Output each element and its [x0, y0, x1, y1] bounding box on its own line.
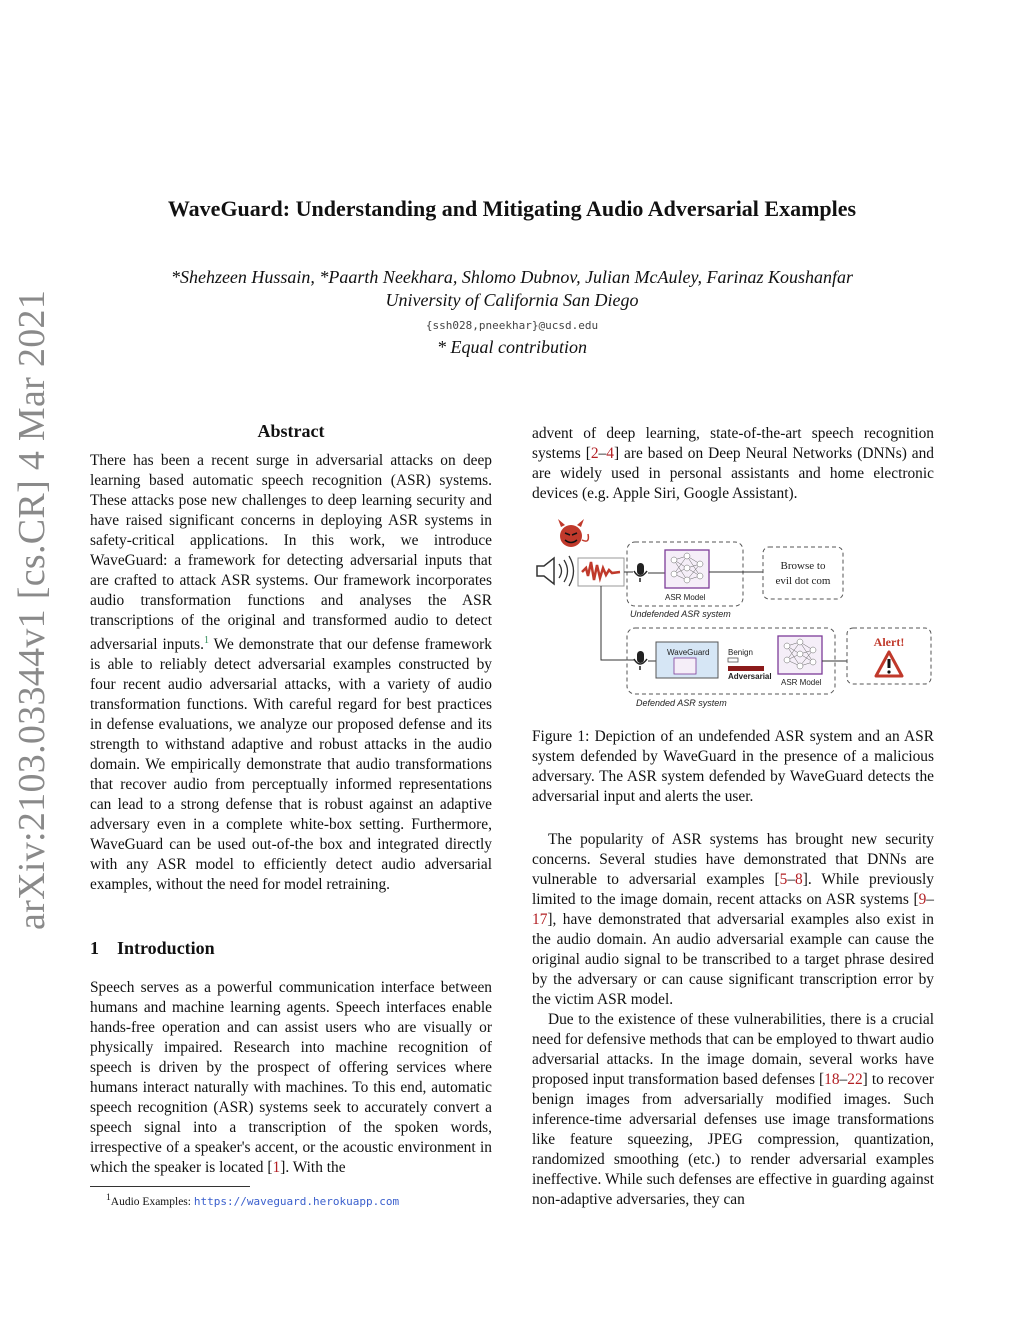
footnote-mark: 1 — [106, 1192, 111, 1203]
waveguard-label: WaveGuard — [667, 648, 710, 657]
footnote — [106, 1192, 399, 1208]
citation-link[interactable]: 4 — [606, 445, 614, 462]
affiliation: University of California San Diego — [385, 290, 639, 310]
text: Due to the existence of these vulnerabilities, there is a crucial need for defensive methods that can be employed to thwart audio adversarial attacks. In the image domain, several works have proposed input transformation based defenses [ — [532, 1011, 934, 1088]
body-paragraph — [532, 1010, 934, 1210]
section-number: 1 — [90, 938, 99, 958]
section-heading-introduction — [90, 938, 215, 959]
figure-1-caption: Figure 1: Depiction of an undefended ASR system and an ASR system defended by WaveGuard in the presence of a malicious adversary. The ASR system defended by WaveGuard detects the adversarial input and alerts the user. — [532, 728, 934, 805]
footnote-divider — [90, 1186, 250, 1187]
speaker-icon — [537, 556, 574, 586]
citation-link[interactable]: 2 — [590, 445, 599, 462]
adversarial-bar — [728, 666, 764, 671]
citation-link[interactable]: 17 — [532, 911, 548, 928]
abstract-heading: Abstract — [257, 421, 325, 441]
figure-1-diagram — [530, 518, 940, 714]
text: – — [839, 1071, 848, 1088]
undefended-label: Undefended ASR system — [630, 609, 731, 619]
intro-paragraph-1 — [90, 978, 492, 1178]
citation-link[interactable]: 5 — [779, 871, 788, 888]
body-paragraph — [532, 830, 934, 1010]
author-block — [0, 266, 1024, 312]
author-list: *Shehzeen Hussain, *Paarth Neekhara, Shlomo Dubnov, Julian McAuley, Farinaz Koushanfar — [170, 267, 854, 287]
intro-text-end: ]. With the — [280, 1159, 346, 1176]
text: ], have demonstrated that adversarial examples also exist in the audio domain. An audio adversarial example can cause the original audio signal to be transcribed to a target phrase desired by the adversary or can cause significant transcription error by the victim ASR model. — [532, 911, 934, 1008]
text: ] to recover benign images from adversarially modified images. Such inference-time adversarial defenses use image transformations like feature squeezing, JPEG compression, quantization, randomized smoothing (etc.) to render adversarial examples ineffective. While such defenses are effective in guarding against non-adaptive adversaries, they can — [532, 1071, 934, 1208]
browse-line-1: Browse to — [780, 560, 826, 572]
text: advent of deep learning, state-of-the-art speech recognition systems [ — [532, 425, 934, 462]
text: ]. While previously limited to the image domain, recent attacks on ASR systems [ — [532, 871, 934, 908]
footnote-ref-1[interactable]: 1 — [203, 635, 209, 646]
citation-link[interactable]: 9 — [918, 891, 927, 908]
citation-link[interactable]: 8 — [795, 871, 803, 888]
microphone-icon — [634, 651, 647, 670]
right-body — [532, 830, 934, 1210]
benign-label: Benign — [728, 648, 753, 657]
browse-output-box — [763, 547, 843, 599]
arxiv-identifier: arXiv:2103.03344v1 [cs.CR] 4 Mar 2021 — [11, 289, 53, 930]
abstract-text-2: We demonstrate that our defense framework is able to reliably detect adversarial examples constructed by four recent audio adversarial attacks, with a variety of audio transformation functions. With careful regard for best practices in defense evaluations, we analyze our proposed defense and its strength to withstand adaptive and robust attacks in the audio domain. We empirically demonstrate that audio transformations that recover audio from perceptually informed representations can lead to a strong defense that is robust against an adaptive adversary even in a complete white-box setting. Furthermore, WaveGuard can be used out-of-the box and integrated directly with any ASR model to efficiently detect audio adversarial examples, without the need for model retraining. — [90, 636, 492, 894]
warning-triangle-icon — [876, 652, 902, 676]
citation-link[interactable]: 1 — [272, 1159, 281, 1176]
browse-line-2: evil dot com — [775, 575, 831, 587]
intro-continued — [532, 424, 934, 504]
text: The popularity of ASR systems has brought new security concerns. Several studies have demonstrated that DNNs are vulnerable to adversarial examples [ — [532, 831, 934, 888]
abstract-body — [90, 451, 492, 895]
text: – — [926, 891, 934, 908]
asr-model-label: ASR Model — [665, 593, 706, 602]
intro-text: Speech serves as a powerful communication interface between humans and machine learning agents. Speech interfaces enable hands-free operation and can assist users who are visually or physically impaired. Research into machine recognition of speech is driven by the prospect of offering services where humans interact naturally with machines. To this end, automatic speech recognition (ASR) systems seek to accurately convert a speech signal into a transcription of the spoken words, irrespective of a speaker's accent, or the acoustic environment in which the speaker is located [ — [90, 979, 492, 1176]
section-title: Introduction — [117, 938, 215, 958]
footnote-url-link[interactable]: https://waveguard.herokuapp.com — [193, 1194, 400, 1208]
adversarial-waveform-icon — [578, 558, 624, 586]
paper-title: WaveGuard: Understanding and Mitigating Audio Adversarial Examples — [167, 196, 857, 221]
equal-contribution-note: * Equal contribution — [437, 337, 587, 357]
defended-label: Defended ASR system — [636, 698, 727, 708]
abstract-text-1: There has been a recent surge in adversarial attacks on deep learning based automatic speech recognition (ASR) systems. These attacks pose new challenges to deep learning security and have raised significant concerns in deploying ASR systems in safety-critical applications. In this work, we introduce WaveGuard: a framework for detecting adversarial inputs that are crafted to attack ASR systems. Our framework incorporates audio transformation functions and analyses the ASR transcriptions of the original and transformed audio to detect adversarial inputs. — [90, 452, 492, 654]
citation-link[interactable]: 22 — [847, 1071, 863, 1088]
devil-icon — [558, 519, 588, 547]
microphone-icon — [634, 563, 647, 582]
citation-link[interactable]: 18 — [824, 1071, 840, 1088]
text: ] are based on Deep Neural Networks (DNNs) and are widely used in personal assistants and home electronic devices (e.g. Apple Siri, Google Assistant). — [532, 445, 935, 502]
author-email[interactable]: {ssh028,pneekhar}@ucsd.edu — [425, 319, 599, 332]
text: – — [598, 445, 607, 462]
waveguard-network-icon — [674, 658, 696, 674]
adversarial-label: Adversarial — [728, 672, 772, 681]
alert-label: Alert! — [873, 635, 905, 649]
text: – — [787, 871, 796, 888]
figure-1 — [530, 518, 940, 714]
benign-bar — [728, 658, 738, 662]
asr-model-label: ASR Model — [781, 678, 822, 687]
footnote-label: Audio Examples: — [110, 1195, 194, 1208]
